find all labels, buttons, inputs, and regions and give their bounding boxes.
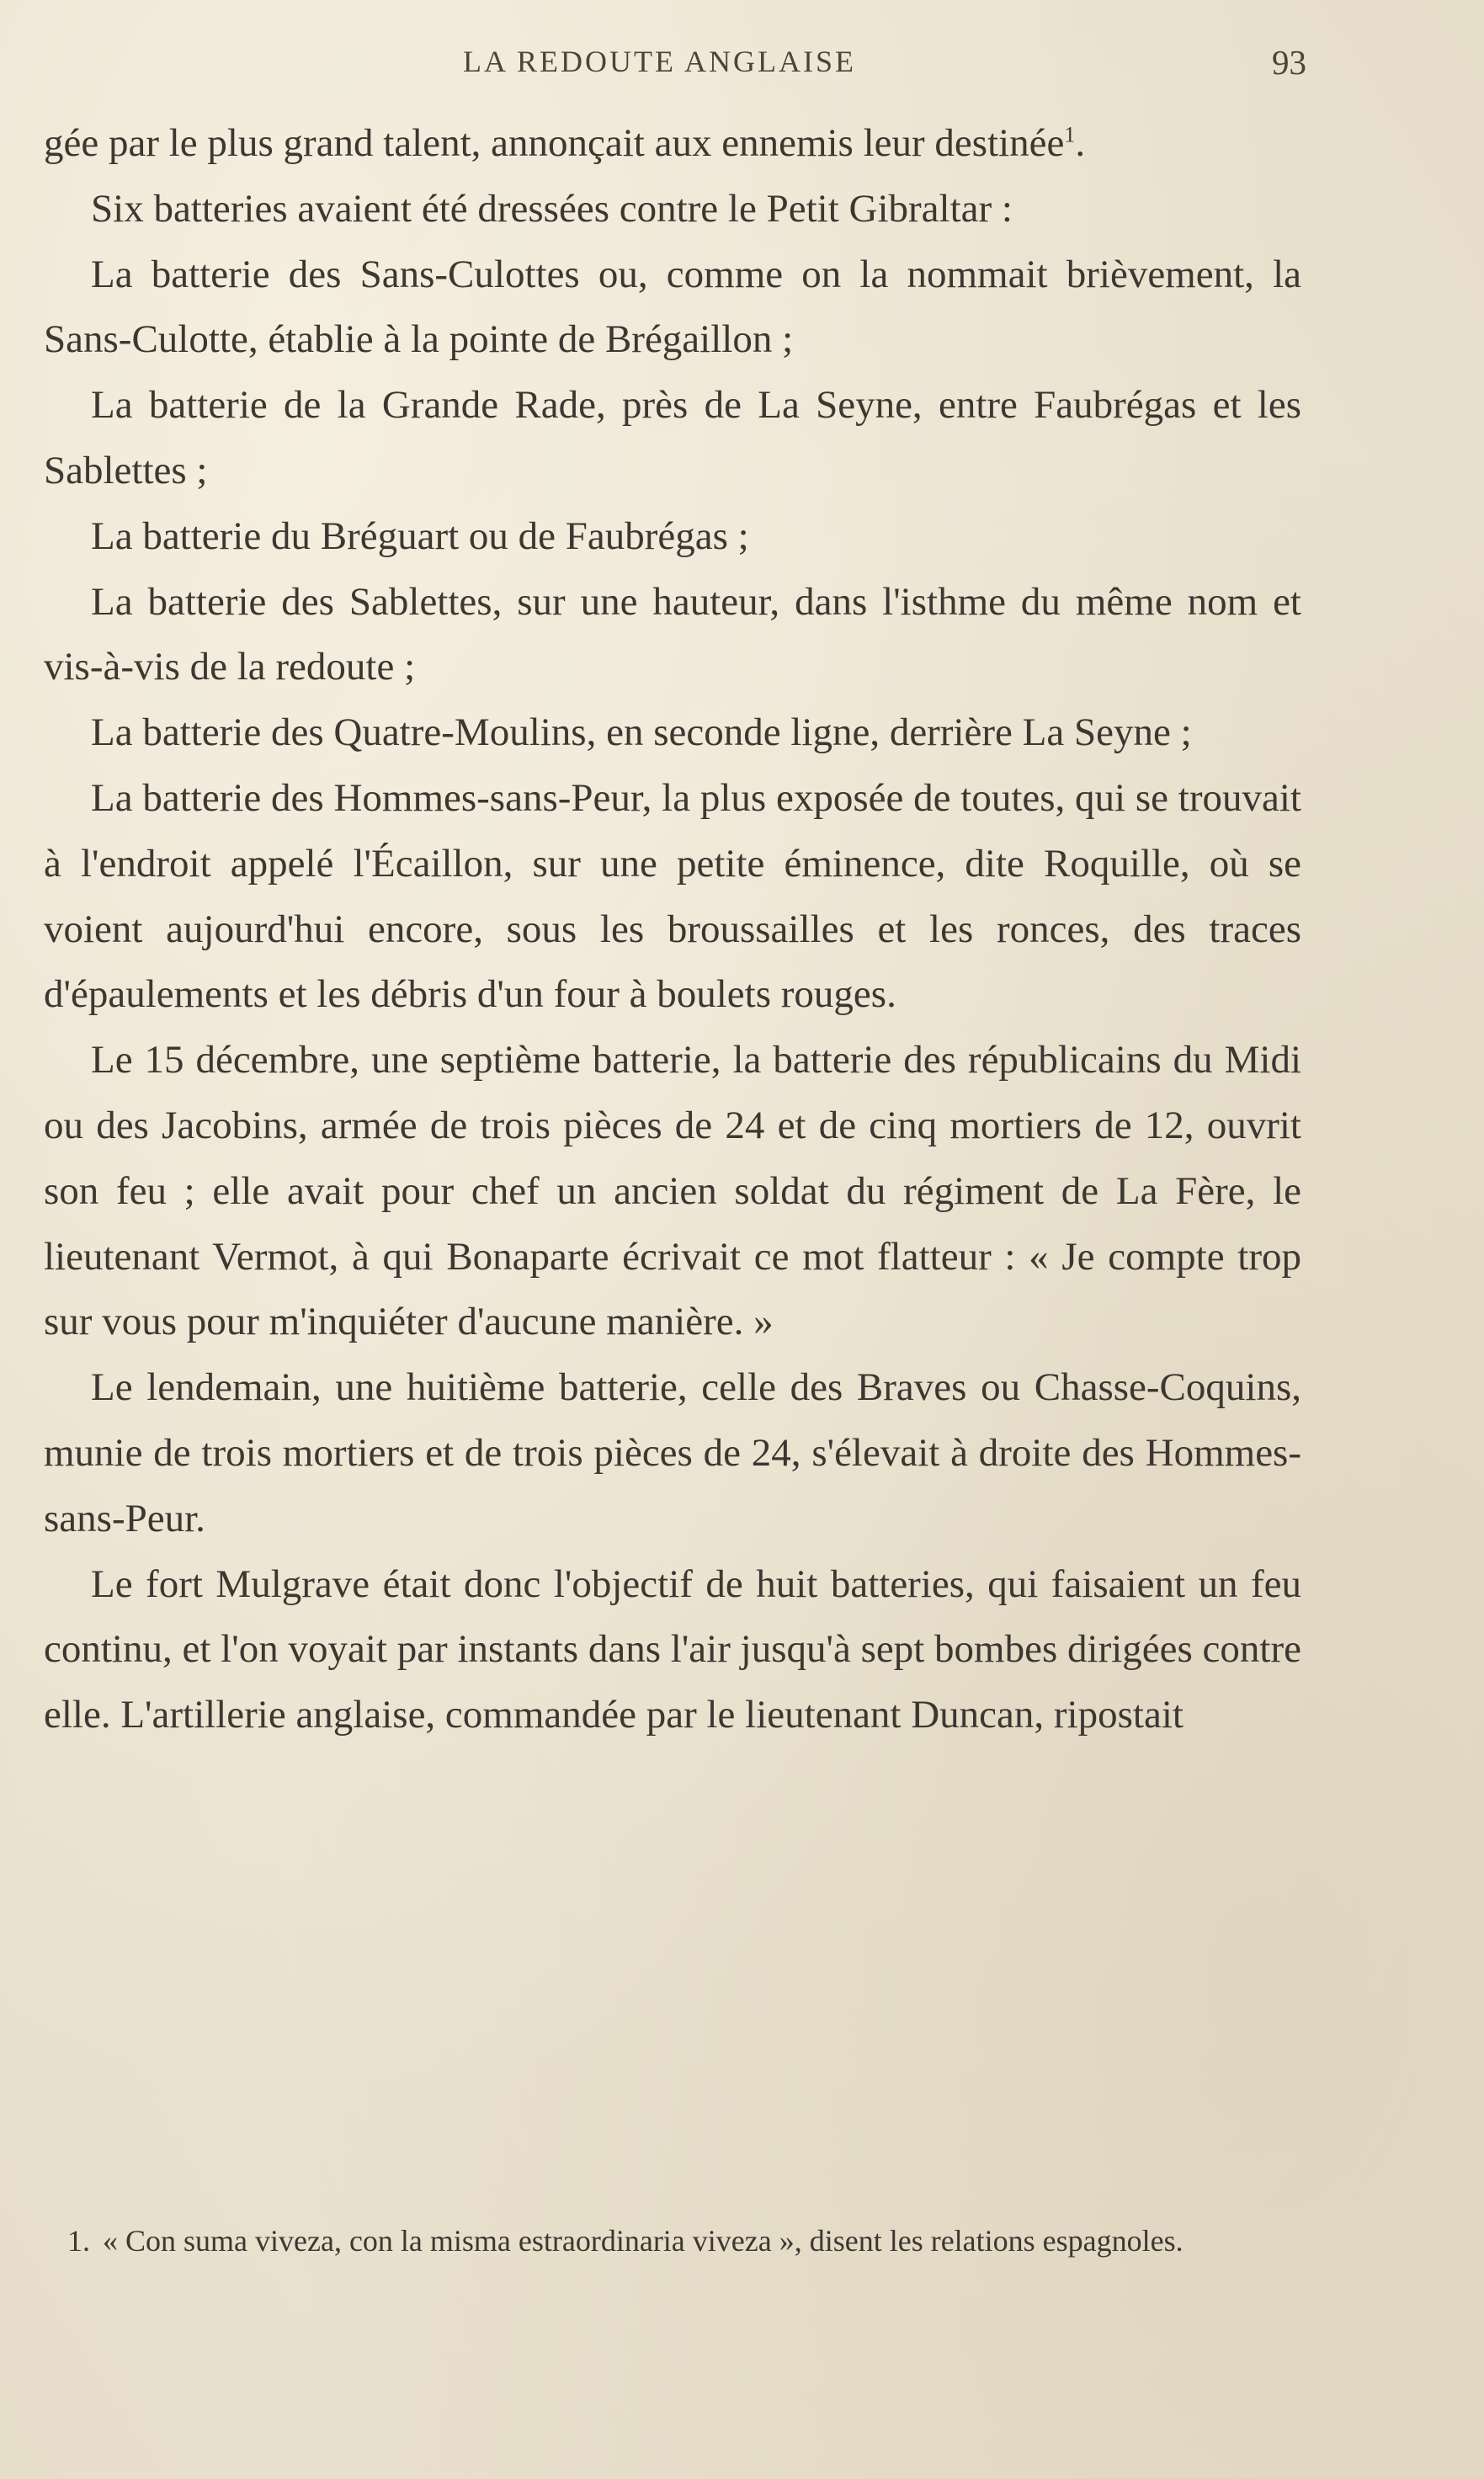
paragraph: La batterie des Hommes-sans-Peur, la plus exposée de toutes, qui se trouvait à l'endroit appelé l'Écaillon, sur une petite éminence, dite Roquille, où se voient aujourd'hui encore, sous les broussailles et les ronces, des traces d'épaulements et les débris d'un four à boulets rouges. [44,775,1301,1017]
paragraph: La batterie des Sablettes, sur une hauteur, dans l'isthme du même nom et vis-à-vis de la redoute ; [44,579,1301,689]
body-text [44,111,1301,1748]
running-head [44,44,1306,86]
footnote-number: 1. [67,2224,90,2258]
paragraph: Le lendemain, une huitième batterie, celle des Braves ou Chasse-Coquins, munie de trois mortiers et de trois pièces de 24, s'élevait à droite des Hommes-sans-Peur. [44,1365,1301,1540]
paragraph: Le fort Mulgrave était donc l'objectif de huit batteries, qui faisaient un feu continu, et l'on voyait par instants dans l'air jusqu'à sept bombes dirigées contre elle. L'artillerie anglaise, commandée par le lieutenant Duncan, ripostait [44,1561,1301,1737]
footnote-text: « Con suma viveza, con la misma estraordinaria viveza », disent les relations espagnoles. [103,2224,1183,2258]
paragraph: gée par le plus grand talent, annonçait aux ennemis leur destinée$^1$. [44,121,1086,165]
paragraph: La batterie de la Grande Rade, près de La Seyne, entre Faubrégas et les Sablettes ; [44,383,1301,492]
paragraph-text: gée par le plus grand talent, annonçait aux ennemis leur destinée [44,121,1065,165]
paragraph: La batterie des Quatre-Moulins, en seconde ligne, derrière La Seyne ; [91,710,1192,755]
running-title: LA REDOUTE ANGLAISE [463,45,856,78]
paragraph: La batterie du Bréguart ou de Faubrégas ; [91,513,749,558]
paragraph: Six batteries avaient été dressées contre le Petit Gibraltar : [91,186,1013,231]
footnote-marker: 1 [1064,122,1076,147]
paragraph: La batterie des Sans-Culottes ou, comme on la nommait brièvement, la Sans-Culotte, établie à la pointe de Brégaillon ; [44,252,1301,362]
page-number: 93 [1272,43,1306,82]
paragraph: Le 15 décembre, une septième batterie, la batterie des républicains du Midi ou des Jacobins, armée de trois pièces de 24 et de cinq mortiers de 12, ouvrit son feu ; elle avait pour chef un ancien soldat du régiment de La Fère, le lieutenant Vermot, à qui Bonaparte écrivait ce mot flatteur : « Je compte trop sur vous pour m'inquiéter d'aucune manière. » [44,1038,1301,1344]
footnote [44,2217,1301,2264]
